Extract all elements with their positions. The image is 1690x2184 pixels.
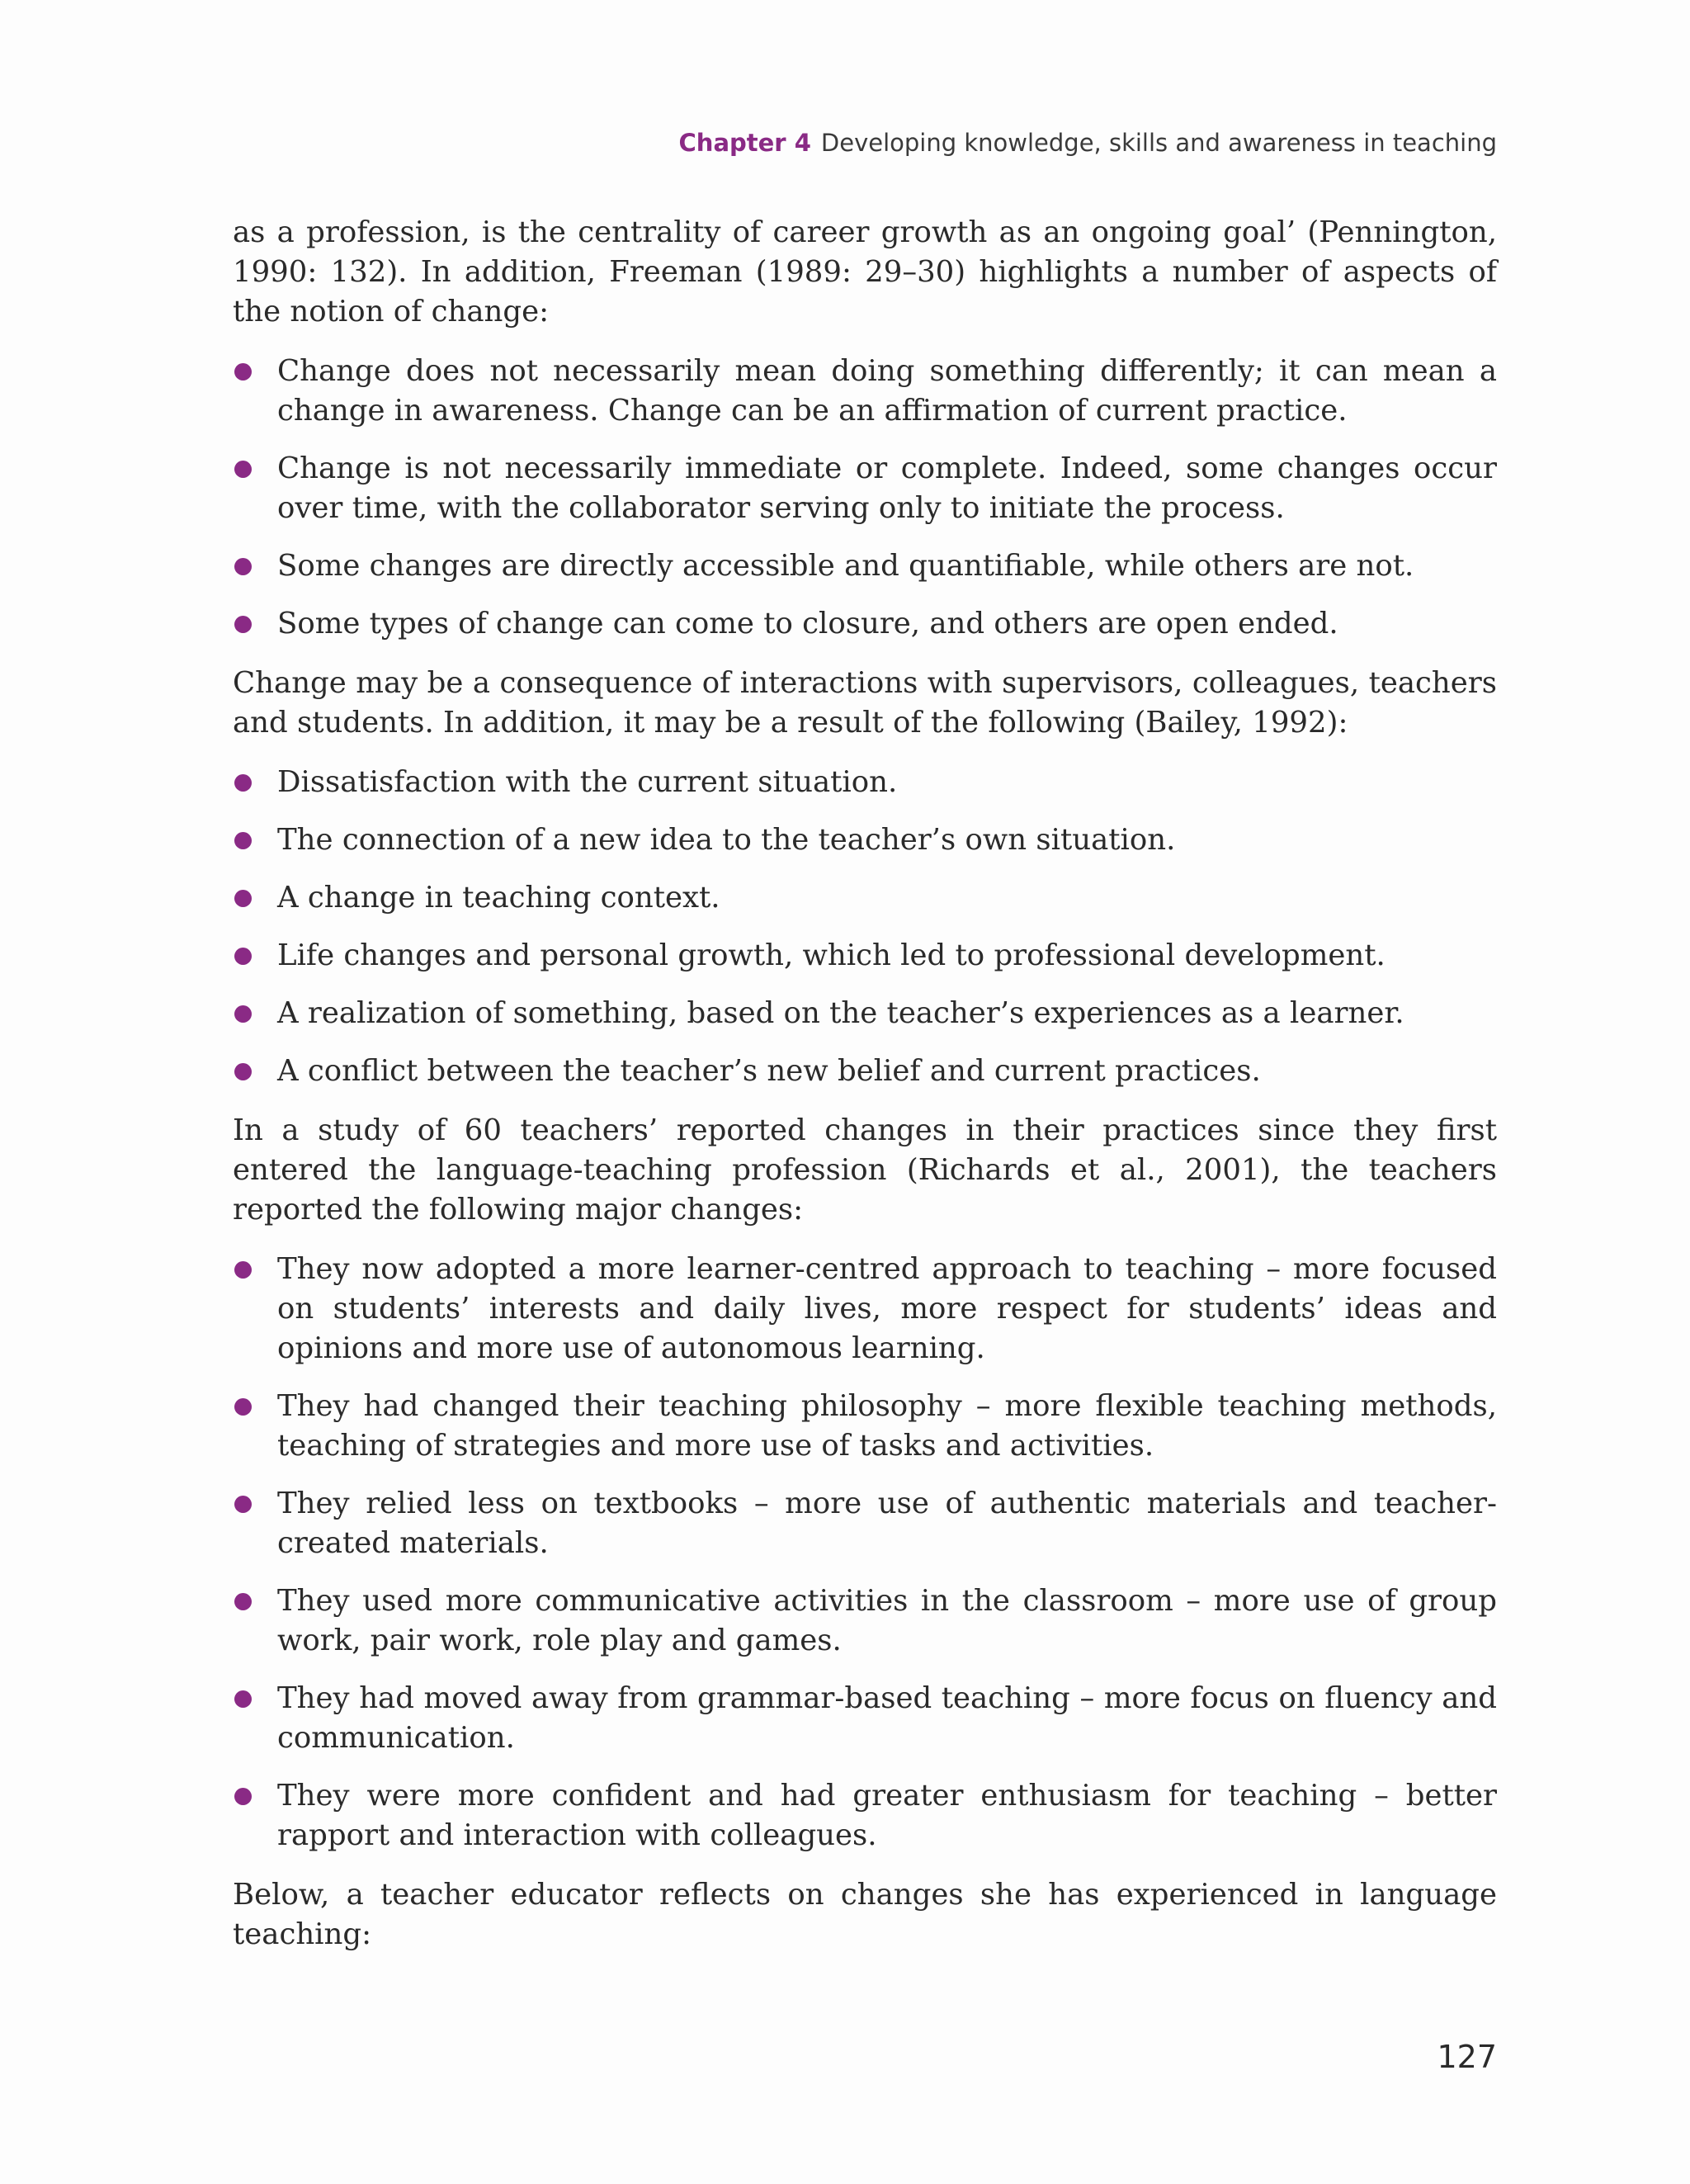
list-item	[233, 546, 1497, 586]
paragraph-2: Change may be a consequence of interactions with supervisors, colleagues, teachers and students. In addition, it may be a result of the following (Bailey, 1992):	[233, 666, 1497, 740]
chapter-title: Developing knowledge, skills and awareness in teaching	[820, 129, 1497, 157]
chapter-label: Chapter 4	[678, 129, 811, 157]
bullet-icon	[234, 1788, 252, 1805]
bullet-icon	[234, 1261, 252, 1279]
list-item	[233, 352, 1497, 431]
list-item-text: A conflict between the teacher’s new belief and current practices.	[277, 1054, 1261, 1088]
list-item-text: Some types of change can come to closure, and others are open ended.	[277, 607, 1338, 641]
bullet-icon	[234, 558, 252, 575]
list-item	[233, 878, 1497, 918]
list-item	[233, 763, 1497, 802]
bullet-icon	[234, 1593, 252, 1610]
bullet-list-bailey	[233, 763, 1497, 1091]
list-item-text: The connection of a new idea to the teacher’s own situation.	[277, 823, 1176, 857]
bullet-icon	[234, 363, 252, 381]
bullet-icon	[234, 1063, 252, 1080]
list-item	[233, 1052, 1497, 1091]
list-item	[233, 820, 1497, 860]
bullet-icon	[234, 890, 252, 907]
bullet-icon	[234, 1005, 252, 1023]
list-item	[233, 1679, 1497, 1758]
list-item-text: Change is not necessarily immediate or complete. Indeed, some changes occur over time, with the collaborator serving only to initiate the process.	[277, 451, 1497, 525]
list-item	[233, 936, 1497, 976]
list-item-text: They relied less on textbooks – more use of authentic materials and teacher-created materials.	[277, 1487, 1497, 1560]
list-item-text: A change in teaching context.	[277, 881, 720, 915]
list-item	[233, 449, 1497, 528]
paragraph-1: as a profession, is the centrality of career growth as an ongoing goal’ (Pennington, 1990: 132). In addition, Freeman (1989: 29–30) highlights a number of aspects of the notion of change:	[233, 215, 1497, 329]
list-item-text: They used more communicative activities in the classroom – more use of group work, pair work, role play and games.	[277, 1584, 1497, 1657]
bullet-icon	[234, 616, 252, 633]
body-text	[233, 213, 1497, 1974]
bullet-icon	[234, 948, 252, 965]
list-item-text: They had moved away from grammar-based teaching – more focus on fluency and communication.	[277, 1681, 1497, 1755]
list-item-text: Dissatisfaction with the current situation.	[277, 765, 898, 799]
list-item	[233, 1387, 1497, 1466]
list-item	[233, 1776, 1497, 1855]
bullet-list-richards	[233, 1250, 1497, 1855]
running-head	[233, 129, 1497, 157]
bullet-icon	[234, 461, 252, 478]
bullet-icon	[234, 1496, 252, 1513]
list-item	[233, 604, 1497, 644]
list-item	[233, 994, 1497, 1033]
page-number: 127	[1437, 2039, 1497, 2075]
list-item-text: They had changed their teaching philosophy – more flexible teaching methods, teaching of strategies and more use of tasks and activities.	[277, 1389, 1497, 1463]
list-item	[233, 1484, 1497, 1563]
list-item-text: A realization of something, based on the teacher’s experiences as a learner.	[277, 996, 1404, 1030]
bullet-icon	[234, 1398, 252, 1416]
paragraph-3: In a study of 60 teachers’ reported changes in their practices since they first entered the language-teaching profession (Richards et al., 2001), the teachers reported the following major changes:	[233, 1113, 1497, 1227]
bullet-icon	[234, 1690, 252, 1708]
list-item	[233, 1581, 1497, 1661]
paragraph-4: Below, a teacher educator reflects on changes she has experienced in language teaching:	[233, 1878, 1497, 1951]
list-item	[233, 1250, 1497, 1369]
list-item-text: Some changes are directly accessible and quantifiable, while others are not.	[277, 549, 1414, 583]
list-item-text: They now adopted a more learner-centred approach to teaching – more focused on students’ interests and daily lives, more respect for students’ ideas and opinions and more use of autonomous learning.	[277, 1252, 1497, 1365]
list-item-text: They were more confident and had greater enthusiasm for teaching – better rapport and interaction with colleagues.	[277, 1779, 1497, 1852]
list-item-text: Life changes and personal growth, which led to professional development.	[277, 938, 1386, 972]
list-item-text: Change does not necessarily mean doing something differently; it can mean a change in awareness. Change can be an affirmation of current practice.	[277, 354, 1497, 428]
bullet-icon	[234, 774, 252, 792]
bullet-icon	[234, 832, 252, 849]
bullet-list-freeman	[233, 352, 1497, 644]
